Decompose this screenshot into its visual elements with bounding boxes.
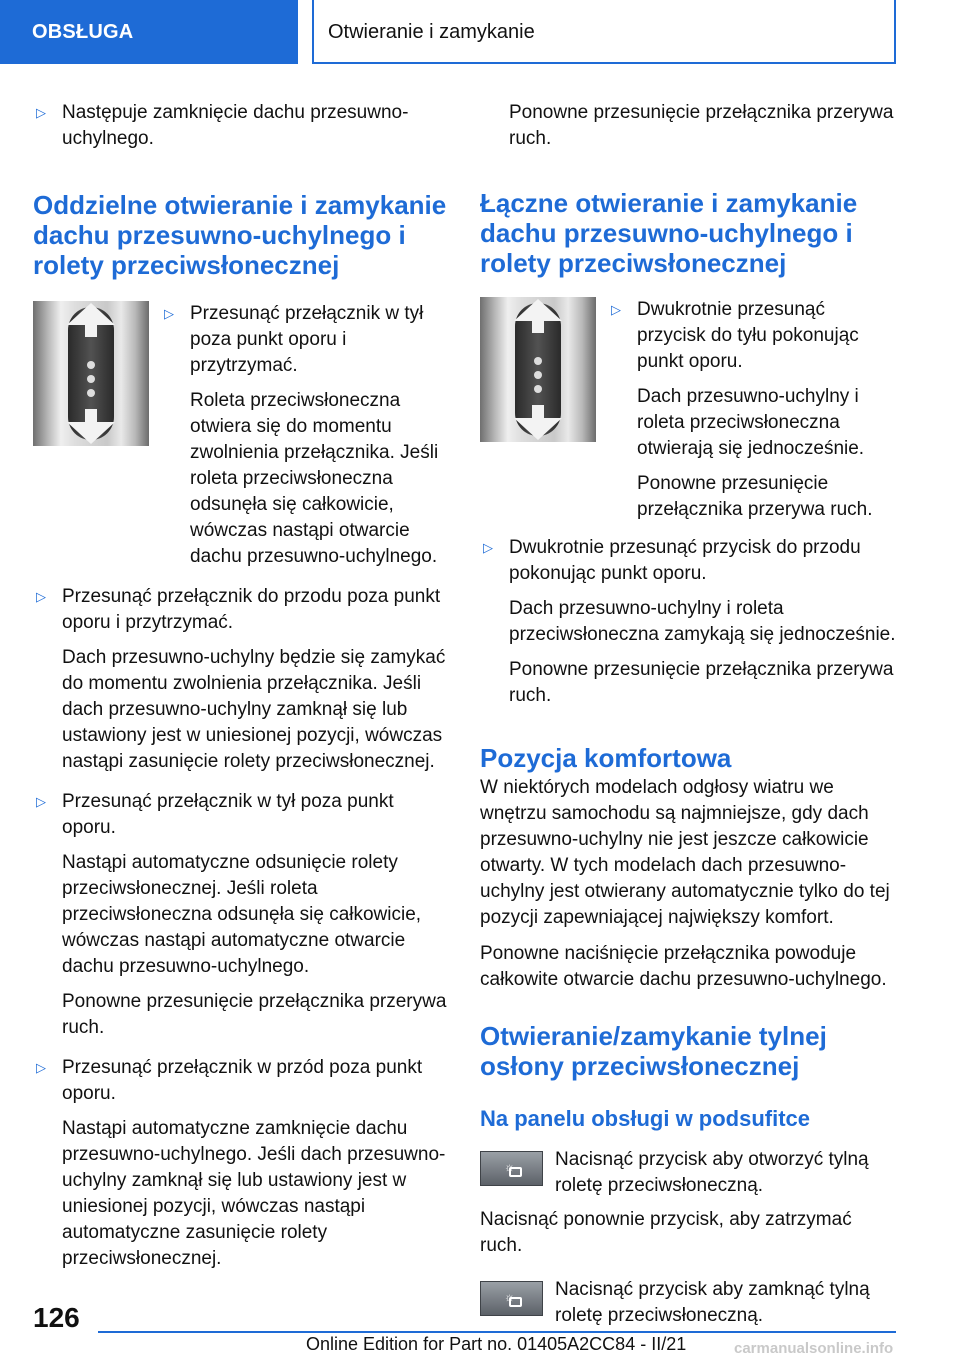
roof-switch-image [33,301,149,446]
list-item-text: Dwukrotnie przesunąć przycisk do tyłu pokonując punkt oporu. [637,299,859,372]
list-item-text: Przesunąć przełącznik do przodu poza punkt oporu i przytrzymać. [62,586,441,633]
section-heading: Łączne otwieranie i zamykanie dachu przesuwno-uchylnego i rolety przeciwsłonecznej [480,188,858,278]
list-item [161,301,447,570]
section-heading: Oddzielne otwieranie i zamykanie dachu przesuwno-uchylnego i rolety przeciwsłonecznej [33,190,447,280]
button-instruction [480,1277,898,1329]
list-item-text: Nastąpi automatyczne odsunięcie rolety przeciwsłonecznej. Jeśli roleta przeciwsłoneczna odsunęła się całkowicie, wówczas nastąpi automatyczne otwarcie dachu przesuwno-uchylnego. [62,852,422,977]
list-item [33,100,447,152]
bullet-icon: ▷ [611,302,621,317]
list-item-text: Dwukrotnie przesunąć przycisk do przodu pokonując punkt oporu. [509,537,861,584]
list-item-text: Nastąpi automatyczne zamknięcie dachu przesuwno-uchylnego. Jeśli dach przesuwno-uchylny zamknął się lub ustawiony jest w uniesionej pozycji, wówczas nastąpi automatyczne zasunięcie rolety przeciwsłonecznej. [62,1118,446,1269]
list-item-text: Przesunąć przełącznik w przód poza punkt oporu. [62,1057,423,1104]
continuation-text [480,100,898,152]
header-bar [312,0,896,64]
paragraph: W niektórych modelach odgłosy wiatru we wnętrzu samochodu są najmniejsze, gdy dach przesuwno-uchylny nie jest jeszcze całkowicie otwarty. W tych modelach dach przesuwno-uchylny jest otwierany automatycznie tylko do tej pozycji zapewniającej największy komfort. [480,777,890,928]
sunblind-button-icon: ☼ [504,1161,522,1178]
arrow-down-icon [514,418,562,440]
list-item-text: Następuje zamknięcie dachu przesuwno-uchylnego. [62,102,409,149]
switch-instruction-block [33,301,447,570]
bullet-icon: ▷ [164,306,174,321]
edition-text: Online Edition for Part no. 01405A2CC84 - II/21 [306,1334,687,1354]
right-column [480,100,898,1329]
list-item-text: Przesunąć przełącznik w tył poza punkt oporu. [62,791,394,838]
list-item-text: Dach przesuwno-uchylny i roleta przeciwsłoneczna otwierają się jednocześnie. [637,386,865,459]
paragraph: Ponowne naciśnięcie przełącznika powoduje całkowite otwarcie dachu przesuwno-uchylnego. [480,943,887,990]
page-number: 126 [33,1302,80,1333]
list-item [33,789,447,1041]
list-item [608,297,898,523]
list-item-text: Dach przesuwno-uchylny będzie się zamykać do momentu zwolnienia przełącznika. Jeśli dach przesuwno-uchylny zamknął się lub ustawiony jest w uniesionej pozycji, wówczas nastąpi zasunięcie rolety przeciwsłonecznej. [62,647,446,772]
list-item-text: Ponowne przesunięcie przełącznika przerywa ruch. [637,473,873,520]
bullet-icon: ▷ [36,589,46,604]
arrow-up-icon [514,299,562,321]
paragraph: Nacisnąć ponownie przycisk, aby zatrzymać ruch. [480,1209,852,1256]
section-tab: OBSŁUGA [0,0,298,64]
list-item [33,584,447,775]
list-item-text: Ponowne przesunięcie przełącznika przerywa ruch. [62,991,447,1038]
paragraph: Nacisnąć przycisk aby zamknąć tylną roletę przeciwsłoneczną. [555,1279,870,1326]
subsection-heading: Na panelu obsługi w podsufitce [480,1106,811,1131]
bullet-icon: ▷ [36,105,46,120]
list-item-text: Ponowne przesunięcie przełącznika przerywa ruch. [509,659,894,706]
sunblind-close-button-image [480,1281,543,1316]
button-instruction [480,1147,898,1199]
paragraph: Nacisnąć przycisk aby otworzyć tylną roletę przeciwsłoneczną. [555,1149,869,1196]
page-header-title: Otwieranie i zamykanie [328,21,535,43]
arrow-up-icon [67,303,115,325]
section-heading: Otwieranie/zamykanie tylnej osłony przeciwsłonecznej [480,1021,827,1081]
roof-switch-image [480,297,596,442]
sunblind-button-icon: ☼ [504,1291,522,1308]
list-item [480,535,898,709]
bullet-icon: ▷ [36,794,46,809]
paragraph: Ponowne przesunięcie przełącznika przerywa ruch. [509,102,894,149]
switch-instruction-block [480,297,898,523]
footer-rule [98,1331,896,1333]
bullet-icon: ▷ [483,540,493,555]
list-item-text: Przesunąć przełącznik w tył poza punkt oporu i przytrzymać. [190,303,424,376]
arrow-down-icon [67,422,115,444]
list-item-text: Roleta przeciwsłoneczna otwiera się do momentu zwolnienia przełącznika. Jeśli roleta przeciwsłoneczna odsunęła się całkowicie, wówczas nastąpi otwarcie dachu przesuwno-uchylnego. [190,390,439,567]
sunblind-open-button-image [480,1151,543,1186]
list-item-text: Dach przesuwno-uchylny i roleta przeciwsłoneczna zamykają się jednocześnie. [509,598,896,645]
bullet-icon: ▷ [36,1060,46,1075]
list-item [33,1055,447,1272]
left-column [33,100,447,1272]
section-heading: Pozycja komfortowa [480,743,732,773]
watermark: carmanualsonline.info [734,1340,894,1357]
